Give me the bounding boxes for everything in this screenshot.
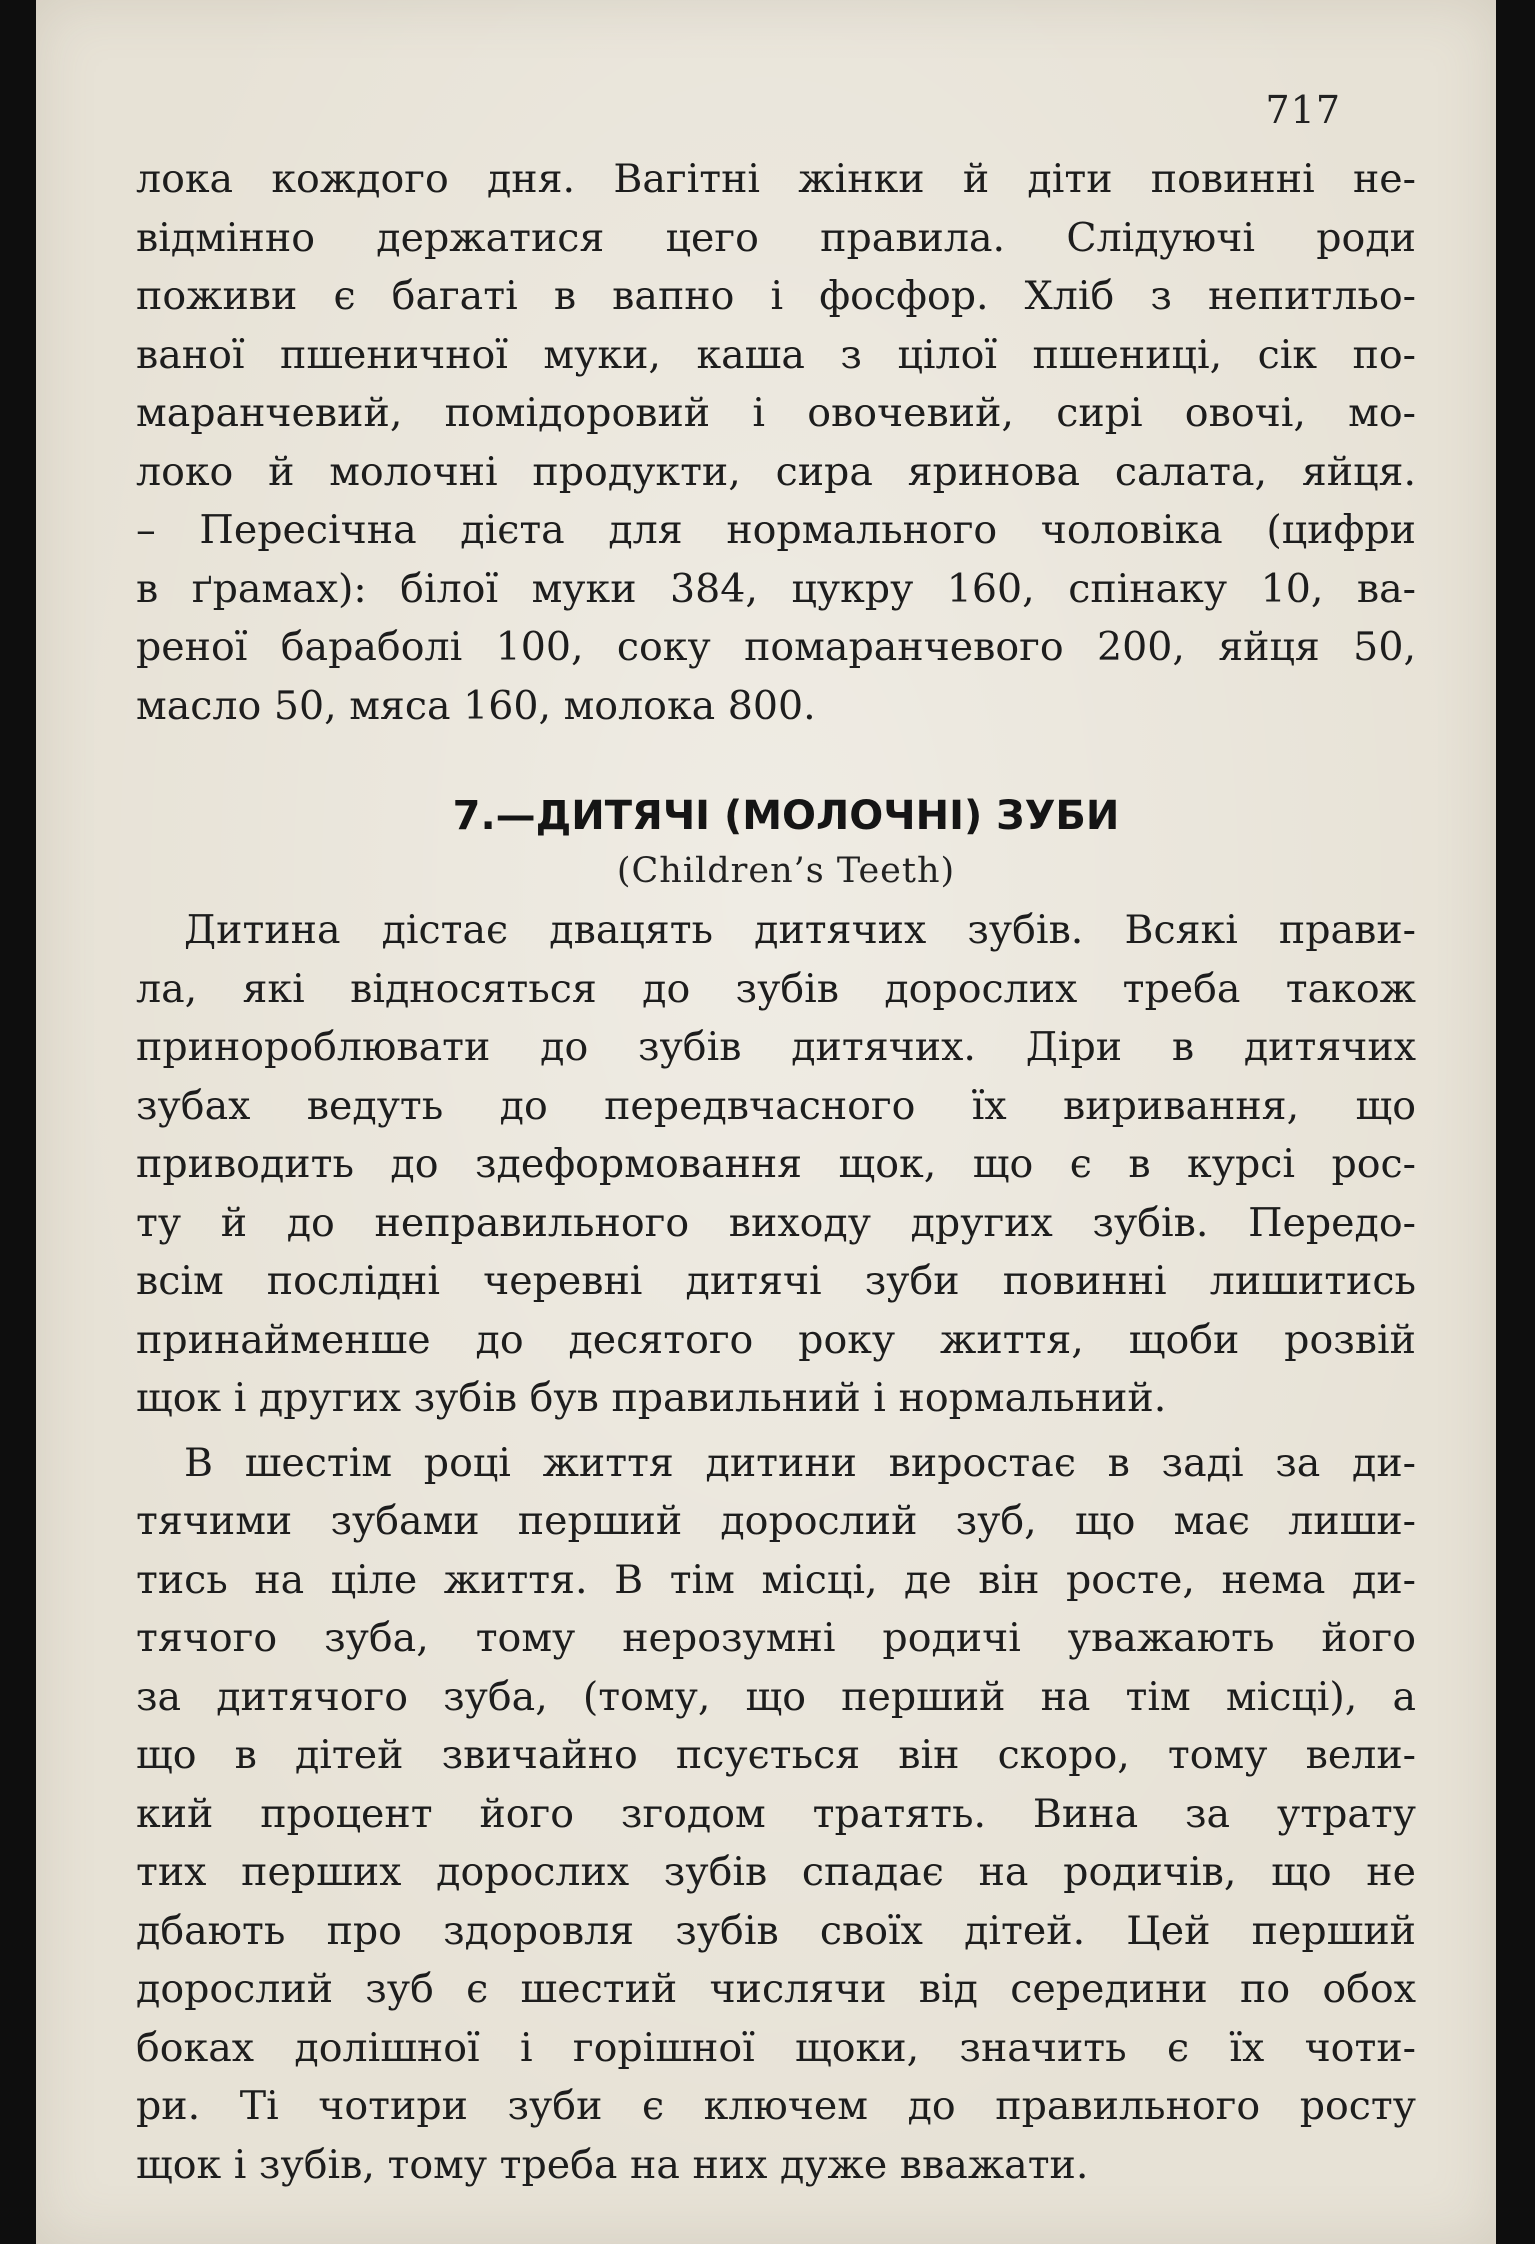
- text-line: реної бараболі 100, соку помаранчевого 200, яйця 50,: [136, 624, 1416, 670]
- text-line: В шестім році життя дитини виростає в заді за ди-: [184, 1439, 1416, 1486]
- paragraph-children-teeth: [136, 901, 1416, 1428]
- text-line: дбають про здоровля зубів своїх дітей. Цей перший: [136, 1907, 1416, 1954]
- text-line: кий процент його згодом тратять. Вина за утрату: [136, 1790, 1416, 1837]
- text-line: приводить до здеформовання щок, що є в курсі рос-: [136, 1141, 1416, 1187]
- text-line: що в дітей звичайно псується він скоро, тому вели-: [136, 1732, 1416, 1778]
- section-title: 7.—ДИТЯЧІ (МОЛОЧНІ) ЗУБИ: [452, 793, 1120, 839]
- text-line: Дитина дістає двацять дитячих зубів. Всякі прави-: [184, 907, 1416, 953]
- text-line: принороблювати до зубів дитячих. Діри в дитячих: [136, 1024, 1416, 1070]
- text-line: щок і других зубів був правильний і нормальний.: [136, 1375, 1167, 1421]
- text-line: в ґрамах): білої муки 384, цукру 160, спінаку 10, ва-: [136, 565, 1416, 612]
- text-line: маранчевий, помідоровий і овочевий, сирі овочі, мо-: [136, 390, 1416, 436]
- text-line: тих перших дорослих зубів спадає на родичів, що не: [136, 1849, 1416, 1895]
- text-line: ла, які відносяться до зубів дорослих треба також: [136, 965, 1416, 1012]
- text-line: боках долішної і горішної щоки, значить є їх чоти-: [136, 2024, 1416, 2071]
- text-line: поживи є багаті в вапно і фосфор. Хліб з непитльо-: [136, 273, 1416, 319]
- text-line: ри. Ті чотири зуби є ключем до правильного росту: [136, 2083, 1416, 2129]
- text-line: ваної пшеничної муки, каша з цілої пшениці, сік по-: [136, 331, 1416, 378]
- text-line: масло 50, мяса 160, молока 800.: [136, 682, 816, 729]
- text-line: тячими зубами перший дорослий зуб, що має лиши-: [136, 1498, 1416, 1544]
- text-line: ту й до неправильного виходу других зубів. Передо-: [136, 1199, 1416, 1246]
- text-line: за дитячого зуба, (тому, що перший на тім місці), а: [136, 1673, 1416, 1720]
- text-line: дорослий зуб є шестий числячи від середини по обох: [136, 1966, 1416, 2012]
- section-subtitle: (Children’s Teeth): [616, 851, 956, 891]
- book-page: [36, 0, 1496, 2244]
- text-line: локо й молочні продукти, сира яринова салата, яйця.: [136, 448, 1416, 495]
- text-line: зубах ведуть до передвчасного їх виривання, що: [136, 1082, 1416, 1129]
- text-line: принайменше до десятого року життя, щоби розвій: [136, 1316, 1416, 1363]
- paragraph-diet: [136, 150, 1416, 735]
- paragraph-first-adult-tooth: [136, 1434, 1416, 2195]
- text-line: щок і зубів, тому треба на них дуже вважати.: [136, 2141, 1089, 2188]
- text-line: тячого зуба, тому нерозумні родичі уважають його: [136, 1615, 1416, 1661]
- text-line: відмінно держатися цего правила. Слідуючі роди: [136, 214, 1416, 261]
- text-column: [136, 150, 1416, 2194]
- text-line: – Пересічна дієта для нормального чоловіка (цифри: [136, 507, 1416, 553]
- text-line: тись на ціле життя. В тім місці, де він росте, нема ди-: [136, 1556, 1416, 1603]
- page-number: 717: [1265, 88, 1341, 132]
- text-line: всім послідні черевні дитячі зуби повинні лишитись: [136, 1258, 1416, 1304]
- text-line: лока кождого дня. Вагітні жінки й діти повинні не-: [136, 156, 1416, 202]
